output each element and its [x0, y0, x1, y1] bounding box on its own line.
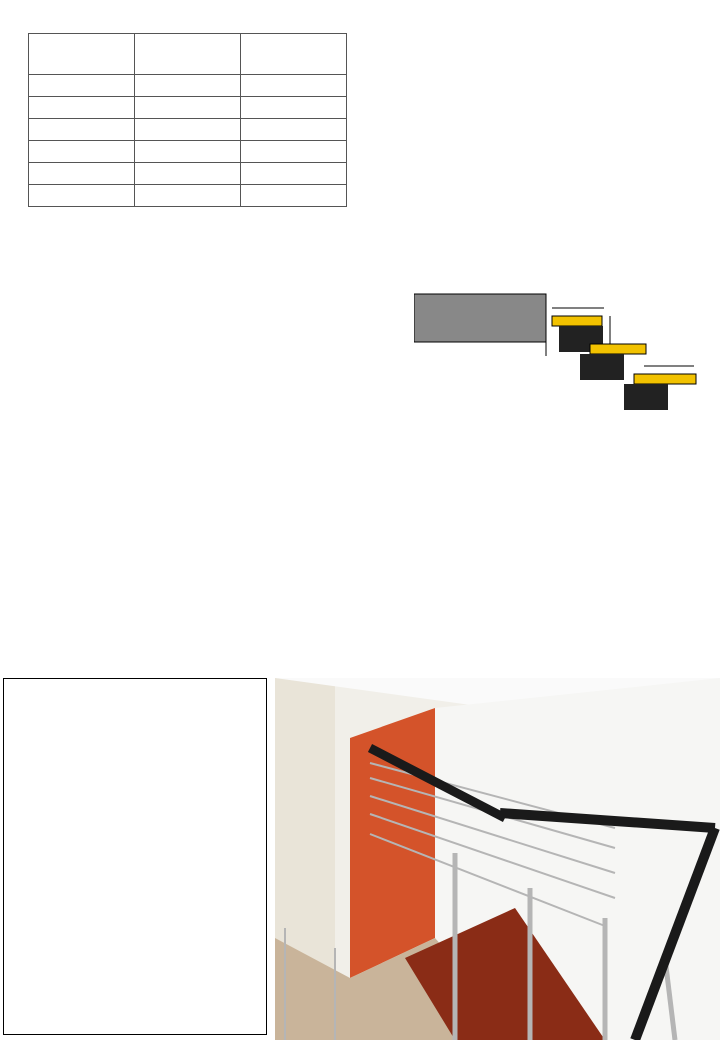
step-detail-drawing [414, 286, 714, 414]
staircase-photo-drawing [275, 678, 720, 1040]
header-cell [135, 34, 241, 75]
step-tread [590, 344, 646, 354]
staircase-photo [275, 678, 720, 1040]
materials [378, 194, 718, 196]
table-header-row [29, 34, 347, 75]
table-row [29, 75, 347, 97]
step-module [580, 354, 624, 380]
description-box [3, 678, 267, 1035]
step-module [624, 384, 668, 410]
table-row [29, 119, 347, 141]
ceiling-slab [414, 294, 546, 342]
step-tread [634, 374, 696, 384]
header-cell [241, 34, 347, 75]
table-row [29, 97, 347, 119]
table-row [29, 163, 347, 185]
header-cell [29, 34, 135, 75]
table-row [29, 185, 347, 207]
table-row [29, 141, 347, 163]
spec-table [28, 33, 347, 207]
step-tread [552, 316, 602, 326]
order-info [370, 42, 715, 44]
